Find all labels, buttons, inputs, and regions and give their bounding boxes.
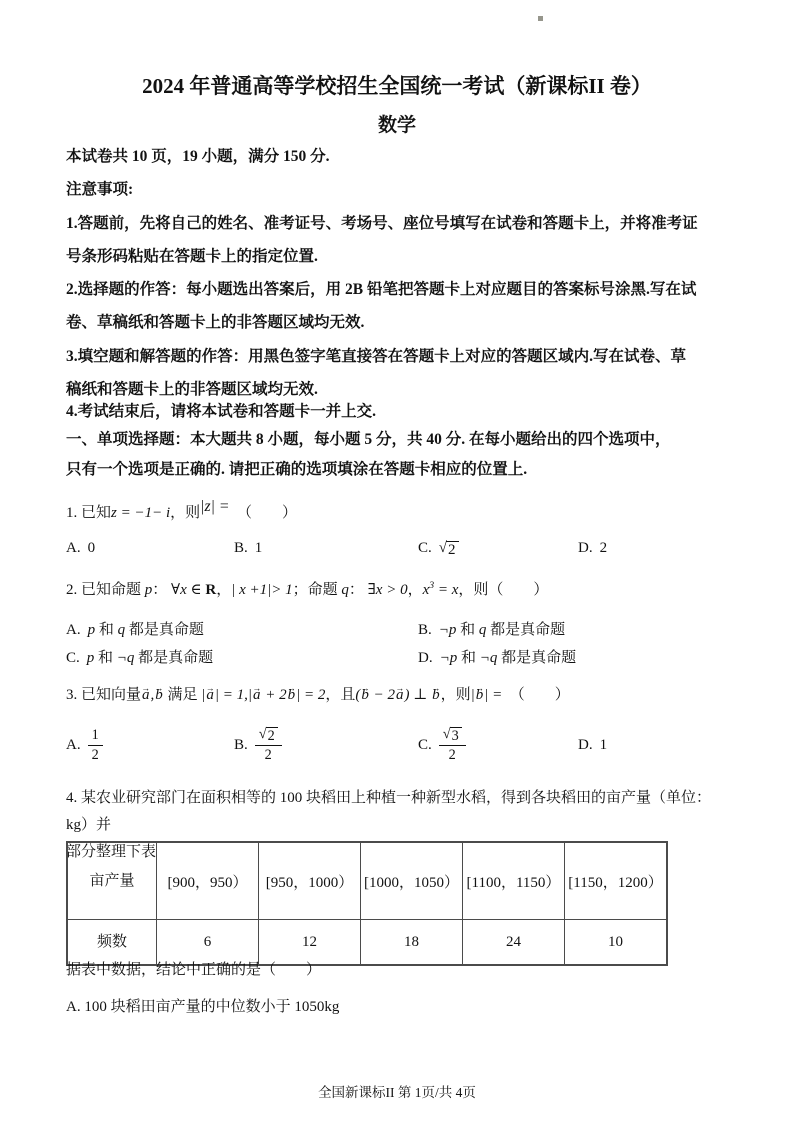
table-row-yield [67, 842, 667, 920]
math-vec: a → [205, 681, 215, 709]
math-vec: b → [360, 681, 370, 709]
option-3d [578, 733, 730, 757]
question-4-line: 4. 某农业研究部门在面积相等的 100 块稻田上种植一种新型水稻，得到各块稻田的亩产量（单位：kg）并 [66, 790, 712, 833]
option-value [439, 726, 466, 764]
notice-line: 3.填空题和解答题的作答：用黑色签字笔直接答在答题卡上对应的答题区域内.写在试卷、草 [66, 348, 687, 365]
math-i: | [470, 687, 475, 703]
section-one-heading [66, 425, 730, 485]
math-i: p [86, 650, 95, 666]
option-1c [418, 536, 578, 560]
option-label: D. [578, 540, 593, 556]
math-vec: a → [141, 681, 151, 709]
option-value [439, 540, 459, 556]
option-label: B. [418, 622, 432, 638]
table-cell-frequency: 12 [259, 920, 361, 966]
math-i: z [111, 505, 117, 521]
question-1-options [66, 536, 730, 560]
option-2c [66, 646, 418, 670]
table-cell-frequency: 24 [463, 920, 565, 966]
math-i: p [87, 622, 96, 638]
notice-line: 4.考试结束后，请将本试卷和答题卡一并上交. [66, 403, 377, 420]
math-i: | [201, 687, 206, 703]
math-sqrt: √ 3 [443, 727, 462, 744]
math-i: ∃x > 0 [367, 582, 408, 598]
table-cell-interval: [950，1000） [259, 842, 361, 920]
math-vec: b → [154, 681, 164, 709]
option-label: D. [418, 650, 433, 666]
option-value: 2 [599, 540, 608, 556]
option-label: A. [66, 736, 81, 753]
option-value: ¬p 和 q 都是真命题 [438, 622, 566, 638]
question-3-stem: 3. 已知向量a →,b → 满足 |a →| = 1,|a → + 2b →| = 2，且(b → − 2a →) ⊥ b →，则|b →| = （ ） [66, 681, 730, 709]
math-i: ¬p [439, 650, 458, 666]
math-i: ¬q [479, 650, 498, 666]
notice-line: 1.答题前，先将自己的姓名、准考证号、考场号、座位号填写在试卷和答题卡上，并将准考证 [66, 215, 698, 232]
math-i: x [422, 582, 430, 598]
section-line: 一、单项选择题：本大题共 8 小题，每小题 5 分，共 40 分. 在每小题给出的四个选项中， [66, 431, 671, 448]
question-2-stem: 2. 已知命题 p： ∀x ∈ R，| x +1|> 1；命题 q： ∃x > 0，$x^3 = x$，则（ ） [66, 580, 549, 598]
math-vec: b → [431, 681, 441, 709]
math-frac: √ 3 2 [439, 726, 466, 764]
math-i: |z| = [200, 498, 230, 515]
option-label: C. [418, 540, 432, 556]
notice-line: 卷、草稿纸和答题卡上的非答题区域均无效. [66, 314, 365, 331]
option-value: ¬p 和 ¬q 都是真命题 [439, 650, 577, 666]
math-i: ) ⊥ [404, 687, 432, 703]
notice-item-1 [66, 207, 730, 273]
page-title: 2024 年普通高等学校招生全国统一考试（新课标II 卷） [142, 74, 652, 98]
table-header-frequency: 频数 [67, 920, 157, 966]
table-cell-frequency: 10 [565, 920, 668, 966]
math-i: ( [355, 687, 361, 703]
math-i: = −1− i [116, 505, 171, 521]
question-2-options-row1 [66, 618, 730, 642]
option-3a [66, 727, 234, 764]
option-2d [418, 646, 730, 670]
question-4-tail: 据表中数据，结论中正确的是（ ） [66, 962, 322, 978]
option-1d [578, 536, 730, 560]
option-value: p 和 q 都是真命题 [87, 622, 204, 638]
math-frac: √ 2 2 [255, 726, 282, 764]
option-value: 0 [87, 540, 96, 556]
option-label: C. [418, 736, 432, 753]
table-cell-interval: [1150，1200） [565, 842, 668, 920]
table-cell-interval: [1000，1050） [361, 842, 463, 920]
math-i: p [144, 582, 153, 598]
question-1-stem: 1. 已知z = −1− i，则|z| = （ ） [66, 501, 730, 525]
math-i: = x [434, 582, 459, 598]
math-vec: b → [475, 681, 485, 709]
option-3c [418, 726, 578, 764]
notice-item-2 [66, 273, 730, 339]
math-i: | = 2 [296, 687, 326, 703]
option-value [88, 726, 103, 763]
math-i: q [341, 582, 349, 598]
scan-artifact-dot [538, 16, 543, 21]
math-vec: a → [395, 681, 405, 709]
math-i: − 2 [369, 687, 396, 703]
table-cell-frequency: 18 [361, 920, 463, 966]
math-i: + 2 [261, 687, 287, 703]
frequency-table [66, 841, 668, 966]
math-i: | = 1,| [214, 687, 253, 703]
table-cell-frequency: 6 [157, 920, 259, 966]
math-raise [200, 495, 229, 519]
option-value: 1 [599, 737, 608, 754]
option-value [255, 726, 282, 764]
math-vec: a → [252, 681, 262, 709]
option-label: B. [234, 540, 248, 556]
option-label: A. [66, 622, 81, 638]
question-4-option-a: A. 100 块稻田亩产量的中位数小于 1050kg [66, 999, 340, 1015]
math-sqrt: √ 2 [259, 727, 278, 744]
option-label: D. [578, 737, 593, 754]
math-frac: $\frac{1}{2}$ [88, 727, 103, 764]
math-i: ¬q [116, 650, 135, 666]
option-2a [66, 618, 418, 642]
question-4-line: 部分整理下表 [66, 844, 157, 860]
table-header-yield: 亩产量 [67, 842, 157, 920]
math-i: | = [484, 687, 503, 703]
math-i: ¬p [438, 622, 457, 638]
math-i: q [478, 622, 487, 638]
option-label: C. [66, 650, 80, 666]
notice-line: 2.选择题的作答：每小题选出答案后，用 2B 铅笔把答题卡上对应题目的答案标号涂黑.写在试 [66, 281, 697, 298]
math-i: q [117, 622, 126, 638]
math-sup: 3 [429, 580, 435, 591]
table-cell-interval: [900，950） [157, 842, 259, 920]
notice-heading: 注意事项: [66, 181, 134, 198]
math-i: , [150, 687, 155, 703]
math-sqrt: √ 2 [439, 541, 459, 559]
option-value: 1 [254, 540, 263, 556]
notice-item-4 [66, 397, 730, 427]
section-line: 只有一个选项是正确的. 请把正确的选项填涂在答题卡相应的位置上. [66, 461, 528, 478]
option-2b [418, 618, 730, 642]
option-label: A. [66, 540, 81, 556]
notice-line: 稿纸和答题卡上的非答题区域均无效. [66, 381, 318, 398]
option-label: B. [234, 736, 248, 753]
math-i: ∀x ∈ [171, 582, 206, 598]
math-i: | x +1|> 1 [231, 582, 293, 598]
paper-info-line: 本试卷共 10 页，19 小题，满分 150 分. [66, 148, 330, 165]
option-1b [234, 536, 418, 560]
question-2-options-row2 [66, 646, 730, 670]
table-cell-interval: [1100，1150） [463, 842, 565, 920]
math-b: R [205, 582, 217, 598]
subject-title: 数学 [377, 115, 416, 136]
option-3b [234, 726, 418, 764]
option-1a [66, 536, 234, 560]
question-3-options [66, 726, 730, 764]
page-footer: 全国新课标II 第 1页/共 4页 [318, 1085, 476, 1100]
option-value: p 和 ¬q 都是真命题 [86, 650, 214, 666]
notice-line: 号条形码粘贴在答题卡上的指定位置. [66, 248, 318, 265]
math-vec: b → [287, 681, 297, 709]
